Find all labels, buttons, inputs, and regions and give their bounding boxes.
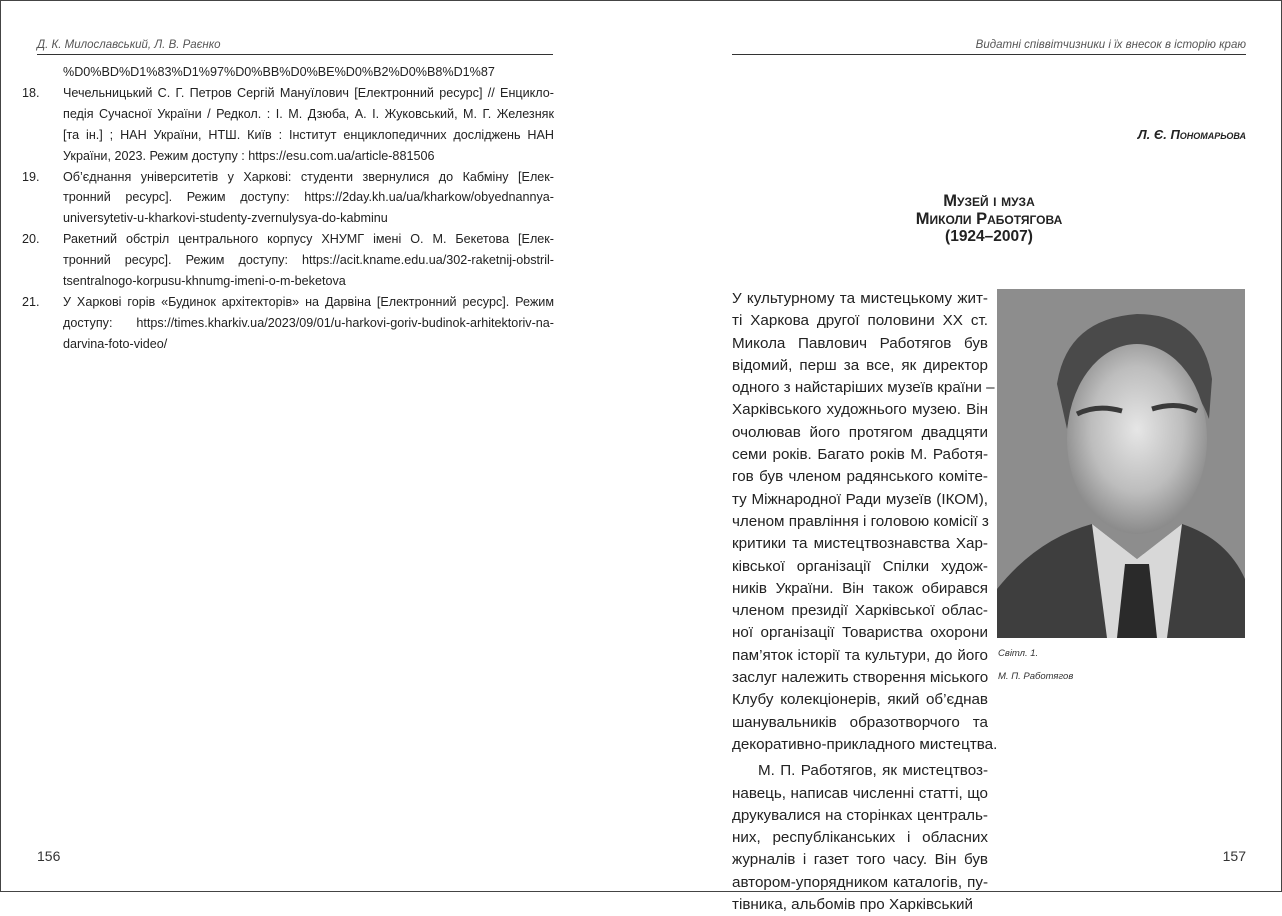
reference-list (22, 62, 554, 355)
reference-line: тронний ресурс]. Режим доступу: https://acit.kname.edu.ua/302-raketnij-obstril- (63, 253, 554, 268)
body-text-line: декоративно-прикладного мистецтва. (732, 735, 998, 753)
reference-item (22, 292, 554, 355)
body-text-line: Микола Павлович Работягов був (732, 334, 988, 352)
body-text-line: ту Міжнародної Ради музеїв (ІКОМ), (732, 490, 988, 508)
photo-caption-number: Світл. 1. (998, 648, 1039, 659)
reference-line: Ракетний обстріл центрального корпусу ХНУМГ імені О. М. Бекетова [Елек- (63, 232, 554, 247)
body-text-line: очолював його протягом двадцяти (732, 423, 988, 441)
reference-line: доступу: https://times.kharkiv.ua/2023/09/01/u-harkovi-goriv-budinok-arhitektoriv-na- (63, 315, 554, 330)
header-rule-right (732, 54, 1246, 55)
body-text-line: членом президії Харківської облас- (732, 602, 988, 620)
reference-line: Чечельницький С. Г. Петров Сергій Мануїлович [Електронний ресурс] // Енцикло- (63, 85, 554, 100)
body-text-line: ківської організації Спілки худож- (732, 557, 988, 575)
reference-item (22, 229, 554, 292)
body-text-line: ників України. Він також обирався (732, 579, 988, 597)
body-text-line: М. П. Работягов, як мистецтвоз- (758, 762, 988, 780)
body-text-line: них, республіканських і обласних (732, 829, 988, 847)
reference-line: Об’єднання університетів у Харкові: студенти звернулися до Кабміну [Елек- (63, 169, 554, 184)
reference-line: [та ін.] ; НАН України, НТШ. Київ : Інститут енциклопедичних досліджень НАН (63, 127, 554, 142)
body-text-line: шанувальників образотворчого та (732, 713, 988, 731)
header-rule-left (37, 54, 553, 55)
portrait-photo (997, 289, 1245, 638)
body-text-line: одного з найстаріших музеїв країни – (732, 379, 995, 397)
photo-caption-name: М. П. Работягов (998, 671, 1074, 682)
reference-line: педія Сучасної України / Редкол. : І. М. Дзюба, А. І. Жуковський, М. Г. Железняк (63, 106, 554, 121)
body-text-line: заслуг належить створення міського (732, 669, 989, 687)
body-text-line: пам’яток історії та культури, до його (732, 646, 988, 664)
running-header-right: Видатні співвітчизники і їх внесок в історію краю (975, 39, 1246, 51)
reference-line: universytetiv-u-kharkovi-studenty-zvernulysya-do-kabminu (63, 211, 388, 226)
page-number-left: 156 (37, 848, 61, 864)
body-text-line: тівника, альбомів про Харківський (732, 896, 973, 914)
article-title (732, 193, 1246, 246)
title-line: Музей і муза (943, 192, 1035, 210)
body-text-line: Харківського художнього музею. Він (732, 401, 988, 419)
body-text-line: ної організації Товариства охорони (732, 624, 988, 642)
reference-line: tsentralnogo-korpusu-khnumg-imeni-o-m-beketova (63, 274, 346, 289)
running-header-left: Д. К. Милославський, Л. В. Раєнко (37, 39, 221, 51)
reference-line: України, 2023. Режим доступу : https://esu.com.ua/article-881506 (63, 148, 435, 163)
body-text-line: журналів і газет того часу. Він був (732, 851, 988, 869)
body-text-line: відомий, перш за все, як директор (732, 356, 988, 374)
reference-number: 19. (22, 169, 40, 184)
reference-item (22, 83, 554, 167)
portrait-image (997, 289, 1245, 638)
body-text-line: ті Харкова другої половини XX ст. (732, 312, 988, 330)
body-text-line: членом правління і головою комісії з (732, 512, 989, 530)
reference-line: darvina-foto-video/ (63, 336, 168, 351)
title-line: (1924–2007) (945, 228, 1033, 245)
body-text-line: гов був членом радянського коміте- (732, 468, 988, 486)
body-text-line: семи років. Багато років М. Работя- (732, 446, 988, 464)
body-text-line: У культурному та мистецькому жит- (732, 290, 988, 307)
reference-continuation: %D0%BD%D1%83%D1%97%D0%BB%D0%BE%D0%B2%D0%B8%D1%87 (63, 65, 495, 79)
body-text-line: навець, написав численні статті, що (732, 784, 988, 802)
article-author: Л. Є. Пономарьова (1137, 127, 1246, 142)
reference-number: 18. (22, 85, 40, 100)
title-line: Миколи Работягова (915, 209, 1063, 228)
body-text-line: Клубу колекціонерів, який об’єднав (732, 691, 988, 709)
reference-number: 21. (22, 294, 40, 309)
reference-line: У Харкові горів «Будинок архітекторів» на Дарвіна [Електронний ресурс]. Режим (63, 294, 554, 309)
body-text-line: критики та мистецтвознавства Хар- (732, 535, 988, 553)
article-body (732, 288, 998, 916)
body-text-line: автором-упорядником каталогів, пу- (732, 873, 988, 891)
reference-line: тронний ресурс]. Режим доступу: https://2day.kh.ua/ua/kharkow/obyednannya- (63, 190, 554, 205)
body-text-line: друкувалися на сторінках централь- (732, 806, 988, 824)
reference-number: 20. (22, 232, 40, 247)
page-number-right: 157 (1222, 848, 1246, 864)
reference-item (22, 167, 554, 230)
